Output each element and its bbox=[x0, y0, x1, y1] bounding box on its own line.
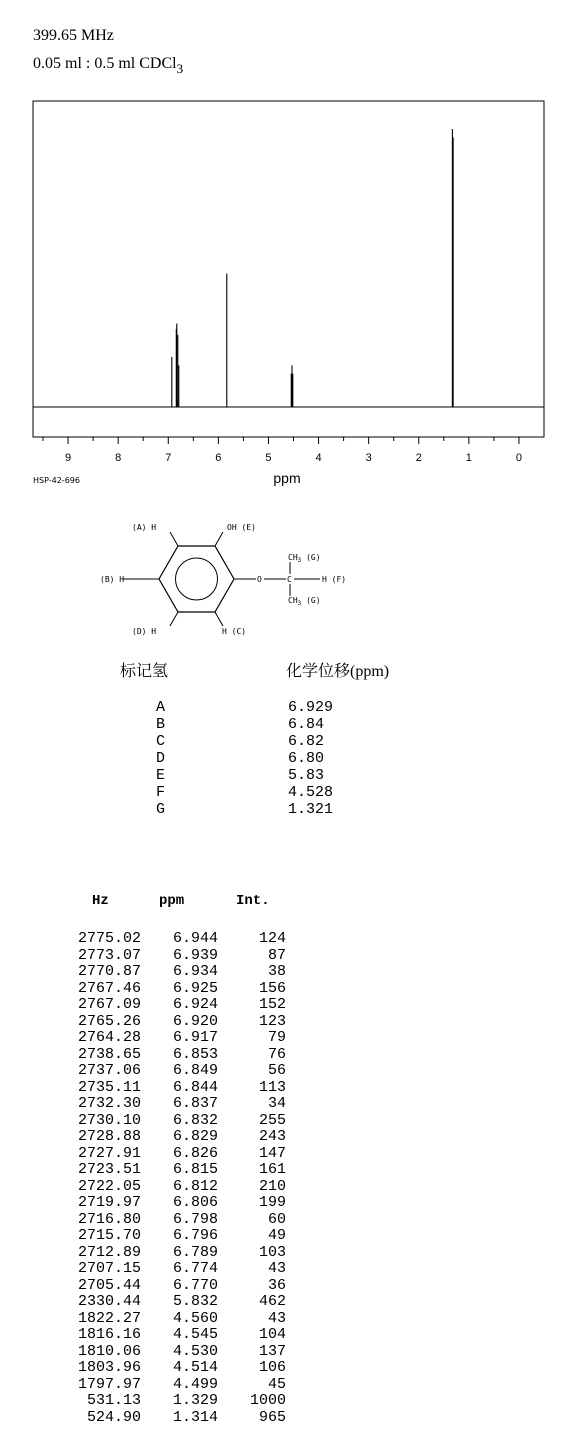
peak-ppm-cell: 6.849 bbox=[172, 1062, 218, 1079]
bond-oh bbox=[215, 532, 223, 546]
spectrometer-frequency: 399.65 MHz bbox=[33, 27, 114, 44]
label-ch3-bottom: $CH_3$ (G) bbox=[288, 596, 321, 607]
assignment-row bbox=[0, 733, 570, 750]
peak-row bbox=[0, 1080, 570, 1097]
peak-ppm-cell: 4.530 bbox=[172, 1342, 218, 1360]
peak-int-cell: 243 bbox=[258, 1128, 286, 1145]
peak-hz-cell: 2735.11 bbox=[77, 1078, 141, 1096]
peak-hz-cell: 2715.70 bbox=[77, 1227, 141, 1244]
int-header: Int. bbox=[236, 893, 270, 909]
peak-ppm-cell: 6.924 bbox=[172, 996, 218, 1013]
assignment-label: G bbox=[156, 801, 166, 818]
assignment-shift: 6.82 bbox=[288, 733, 325, 750]
peak-row bbox=[0, 1179, 570, 1196]
x-tick-label-2: 2 bbox=[415, 452, 422, 464]
assignment-label: E bbox=[156, 767, 166, 784]
x-tick-label-1: 1 bbox=[465, 452, 472, 464]
peak-hz-cell: 2719.97 bbox=[77, 1194, 141, 1211]
peak-row bbox=[0, 1360, 570, 1377]
peak-row bbox=[0, 964, 570, 981]
x-tick-label-8: 8 bbox=[115, 452, 122, 464]
label-a: (A) H bbox=[132, 523, 157, 532]
peak-hz-cell: 1816.16 bbox=[77, 1326, 141, 1343]
peak-ppm-cell: 6.770 bbox=[172, 1276, 218, 1294]
x-axis-ticks bbox=[43, 437, 522, 464]
peak-ppm-cell: 6.939 bbox=[172, 946, 218, 964]
label-hf: H (F) bbox=[322, 575, 347, 584]
assignment-label: C bbox=[156, 733, 166, 750]
peak-row bbox=[0, 1311, 570, 1328]
peak-int-cell: 147 bbox=[258, 1144, 286, 1162]
peak-ppm-cell: 6.917 bbox=[172, 1029, 218, 1046]
peak-row bbox=[0, 1162, 570, 1179]
peak-hz-cell: 531.13 bbox=[86, 1392, 141, 1409]
peak-hz-cell: 2707.15 bbox=[77, 1260, 141, 1277]
col-shift-header: 化学位移(ppm) bbox=[286, 663, 390, 680]
peak-int-cell: 965 bbox=[258, 1408, 286, 1426]
peak-int-cell: 104 bbox=[258, 1326, 286, 1343]
peak-int-cell: 137 bbox=[258, 1342, 286, 1360]
peak-row bbox=[0, 1327, 570, 1344]
x-tick-label-9: 9 bbox=[65, 452, 72, 464]
peak-row bbox=[0, 1047, 570, 1064]
peak-group bbox=[172, 129, 453, 407]
peak-int-cell: 76 bbox=[267, 1045, 286, 1063]
spectrum-code: HSP-42-696 bbox=[33, 476, 80, 485]
peak-ppm-cell: 5.832 bbox=[172, 1293, 218, 1310]
peak-ppm-cell: 6.774 bbox=[172, 1260, 218, 1277]
plot-frame bbox=[33, 101, 544, 437]
x-tick-label-7: 7 bbox=[165, 452, 172, 464]
peak-ppm-cell: 6.826 bbox=[172, 1144, 218, 1162]
peak-row bbox=[0, 981, 570, 998]
peak-int-cell: 34 bbox=[267, 1095, 286, 1112]
peak-row bbox=[0, 1228, 570, 1245]
peak-hz-cell: 2765.26 bbox=[77, 1012, 141, 1030]
peak-hz-cell: 1822.27 bbox=[77, 1309, 141, 1327]
assignment-shift: 6.929 bbox=[288, 699, 334, 716]
peak-ppm-cell: 6.832 bbox=[172, 1111, 218, 1129]
peak-hz-cell: 2730.10 bbox=[77, 1111, 141, 1129]
peak-hz-cell: 524.90 bbox=[86, 1408, 141, 1426]
assignment-row bbox=[0, 784, 570, 801]
peak-hz-cell: 1797.97 bbox=[77, 1375, 141, 1393]
peak-hz-cell: 2728.88 bbox=[77, 1128, 141, 1145]
peak-row bbox=[0, 1245, 570, 1262]
assignment-table bbox=[0, 699, 570, 818]
peak-row bbox=[0, 1096, 570, 1113]
peak-ppm-cell: 4.545 bbox=[172, 1326, 218, 1343]
peak-ppm-cell: 4.560 bbox=[172, 1309, 218, 1327]
peak-row bbox=[0, 1014, 570, 1031]
bond-a bbox=[170, 532, 178, 546]
ppm-header: ppm bbox=[159, 893, 185, 909]
peak-ppm-cell: 6.853 bbox=[172, 1045, 218, 1063]
x-tick-label-3: 3 bbox=[365, 452, 372, 464]
assignment-shift: 5.83 bbox=[288, 767, 325, 784]
x-tick-label-5: 5 bbox=[265, 452, 272, 464]
peak-ppm-cell: 6.934 bbox=[172, 963, 218, 980]
peak-hz-cell: 2737.06 bbox=[77, 1062, 141, 1079]
peak-ppm-cell: 1.314 bbox=[172, 1408, 218, 1426]
benzene-ring bbox=[159, 546, 234, 612]
assignment-label: A bbox=[156, 699, 166, 716]
sample-text: 0.05 ml : 0.5 ml CDCl bbox=[33, 55, 177, 72]
label-ch3-top: $CH_3$ (G) bbox=[288, 553, 321, 564]
peak-hz-cell: 2723.51 bbox=[77, 1161, 141, 1178]
peak-row bbox=[0, 1294, 570, 1311]
hz-header: Hz bbox=[92, 893, 109, 909]
peak-ppm-cell: 6.944 bbox=[172, 930, 218, 947]
label-d: (D) H bbox=[132, 627, 157, 636]
peak-ppm-cell: 6.829 bbox=[172, 1128, 218, 1145]
peak-ppm-cell: 6.925 bbox=[172, 979, 218, 997]
peak-int-cell: 60 bbox=[267, 1210, 286, 1228]
x-tick-label-4: 4 bbox=[315, 452, 322, 464]
peak-hz-cell: 2764.28 bbox=[77, 1029, 141, 1046]
peak-hz-cell: 2738.65 bbox=[77, 1045, 141, 1063]
peak-ppm-cell: 4.514 bbox=[172, 1359, 218, 1376]
sample-subscript: 3 bbox=[176, 61, 184, 76]
peak-row bbox=[0, 1113, 570, 1130]
peak-row bbox=[0, 931, 570, 948]
peak-row bbox=[0, 1410, 570, 1427]
assignment-shift: 6.84 bbox=[288, 716, 325, 733]
peak-hz-cell: 2705.44 bbox=[77, 1276, 141, 1294]
assignment-shift: 6.80 bbox=[288, 750, 325, 767]
aromatic-circle bbox=[176, 558, 218, 600]
peak-ppm-cell: 6.806 bbox=[172, 1194, 218, 1211]
peak-int-cell: 106 bbox=[258, 1359, 286, 1376]
peak-row bbox=[0, 1344, 570, 1361]
peak-ppm-cell: 6.844 bbox=[172, 1078, 218, 1096]
col-label-header: 标记氢 bbox=[120, 663, 169, 680]
peak-ppm-cell: 6.789 bbox=[172, 1243, 218, 1261]
peak-hz-cell: 2767.46 bbox=[77, 979, 141, 997]
x-tick-label-0: 0 bbox=[515, 452, 523, 464]
peak-row bbox=[0, 1063, 570, 1080]
peak-row bbox=[0, 948, 570, 965]
assignment-label: D bbox=[156, 750, 166, 767]
peak-int-cell: 152 bbox=[258, 996, 286, 1013]
label-o: O bbox=[257, 575, 262, 584]
peak-int-cell: 103 bbox=[258, 1243, 286, 1261]
peak-hz-cell: 2770.87 bbox=[77, 963, 141, 980]
label-oh: OH (E) bbox=[227, 523, 256, 532]
peak-int-cell: 161 bbox=[258, 1161, 286, 1178]
peak-row bbox=[0, 1212, 570, 1229]
peak-int-cell: 113 bbox=[258, 1078, 286, 1096]
peak-hz-cell: 2773.07 bbox=[77, 946, 141, 964]
peak-list-table bbox=[0, 931, 570, 1426]
x-tick-label-6: 6 bbox=[215, 452, 222, 464]
peak-hz-cell: 1803.96 bbox=[77, 1359, 141, 1376]
nmr-spectrum-chart bbox=[0, 0, 570, 500]
assignment-shift: 1.321 bbox=[288, 801, 334, 818]
peak-int-cell: 38 bbox=[267, 963, 286, 980]
peak-row bbox=[0, 1146, 570, 1163]
peak-ppm-cell: 6.920 bbox=[172, 1012, 218, 1030]
assignment-label: F bbox=[156, 784, 166, 801]
bond-c bbox=[215, 612, 223, 626]
peak-hz-cell: 2712.89 bbox=[77, 1243, 141, 1261]
peak-hz-cell: 2716.80 bbox=[77, 1210, 141, 1228]
peak-ppm-cell: 4.499 bbox=[172, 1375, 218, 1393]
peak-hz-cell: 2767.09 bbox=[77, 996, 141, 1013]
assignment-row bbox=[0, 750, 570, 767]
peak-hz-cell: 2775.02 bbox=[77, 930, 141, 947]
peak-int-cell: 462 bbox=[258, 1293, 286, 1310]
label-b: (B) H bbox=[100, 575, 125, 584]
peak-int-cell: 210 bbox=[258, 1177, 286, 1195]
peak-ppm-cell: 6.837 bbox=[172, 1095, 218, 1112]
assignment-row bbox=[0, 801, 570, 818]
peak-hz-cell: 2330.44 bbox=[77, 1293, 141, 1310]
assignment-row bbox=[0, 767, 570, 784]
assignment-shift: 4.528 bbox=[288, 784, 334, 801]
peak-ppm-cell: 6.812 bbox=[172, 1177, 218, 1195]
peak-row bbox=[0, 1377, 570, 1394]
peak-row bbox=[0, 1195, 570, 1212]
peak-int-cell: 255 bbox=[258, 1111, 286, 1129]
peak-hz-cell: 2722.05 bbox=[77, 1177, 141, 1195]
peak-row bbox=[0, 1030, 570, 1047]
peak-ppm-cell: 6.796 bbox=[172, 1227, 218, 1244]
peak-int-cell: 56 bbox=[267, 1062, 286, 1079]
peak-int-cell: 123 bbox=[258, 1012, 286, 1030]
label-c-center: C bbox=[287, 575, 292, 584]
peak-int-cell: 199 bbox=[258, 1194, 286, 1211]
peak-int-cell: 45 bbox=[267, 1375, 286, 1393]
peak-hz-cell: 2727.91 bbox=[77, 1144, 141, 1162]
peak-row bbox=[0, 997, 570, 1014]
peak-ppm-cell: 6.815 bbox=[172, 1161, 218, 1178]
peak-int-cell: 87 bbox=[267, 946, 286, 964]
peak-row bbox=[0, 1129, 570, 1146]
peak-row bbox=[0, 1393, 570, 1410]
peak-row bbox=[0, 1261, 570, 1278]
peak-hz-cell: 1810.06 bbox=[77, 1342, 141, 1360]
peak-int-cell: 79 bbox=[267, 1029, 286, 1046]
peak-int-cell: 43 bbox=[267, 1309, 286, 1327]
peak-int-cell: 43 bbox=[267, 1260, 286, 1277]
peak-int-cell: 1000 bbox=[249, 1392, 286, 1409]
peak-int-cell: 124 bbox=[258, 930, 286, 947]
peak-ppm-cell: 1.329 bbox=[172, 1392, 218, 1409]
peak-hz-cell: 2732.30 bbox=[77, 1095, 141, 1112]
peak-int-cell: 156 bbox=[258, 979, 286, 997]
peak-row bbox=[0, 1278, 570, 1295]
peak-ppm-cell: 6.798 bbox=[172, 1210, 218, 1228]
peak-int-cell: 49 bbox=[267, 1227, 286, 1244]
assignment-row bbox=[0, 716, 570, 733]
assignment-row bbox=[0, 699, 570, 716]
label-c: H (C) bbox=[222, 627, 247, 636]
peak-int-cell: 36 bbox=[267, 1276, 286, 1294]
bond-d bbox=[170, 612, 178, 626]
x-axis-label: ppm bbox=[273, 470, 301, 486]
assignment-label: B bbox=[156, 716, 166, 733]
